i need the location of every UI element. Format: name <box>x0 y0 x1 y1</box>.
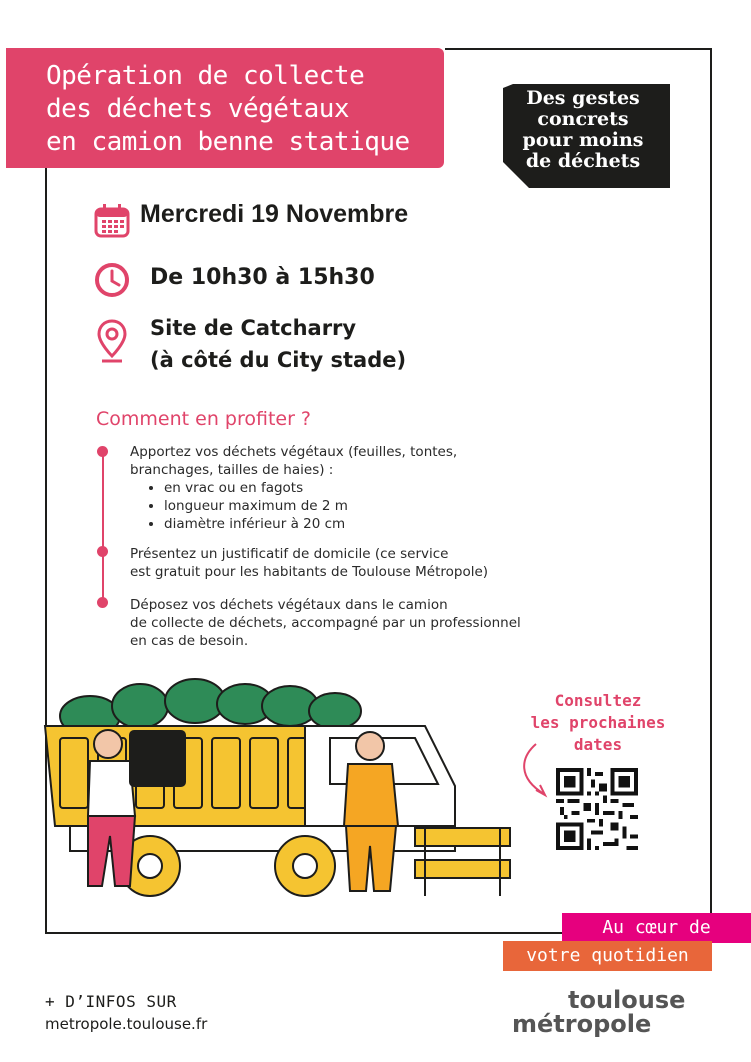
how-heading: Comment en profiter ? <box>96 408 312 430</box>
badge-line-1: Des gestes <box>526 87 640 109</box>
step-1 <box>130 443 457 533</box>
step3-line-3: en cas de besoin. <box>130 633 249 649</box>
step1-line-1: Apportez vos déchets végétaux (feuilles, tontes, <box>130 444 458 460</box>
step-dot-2 <box>97 546 108 557</box>
step1-bullet-3: • diamètre inférieur à 20 cm <box>164 515 457 533</box>
event-date: Mercredi 19 Novembre <box>140 200 409 228</box>
slogan-line-2: votre quotidien <box>503 941 712 971</box>
poster-frame-top <box>445 48 712 50</box>
location-pin-icon <box>96 318 128 364</box>
title-line-3: en camion benne statique <box>46 127 410 157</box>
consult-line-2: les prochaines <box>530 713 666 732</box>
badge-line-3: pour moins <box>522 129 644 151</box>
qr-code[interactable] <box>556 768 638 850</box>
step-dot-1 <box>97 446 108 457</box>
site-line-2: (à côté du City stade) <box>150 348 407 372</box>
curved-arrow-icon <box>514 740 556 802</box>
logo-line-2: métropole <box>512 1010 652 1038</box>
event-site <box>150 312 406 376</box>
step1-line-2: branchages, tailles de haies) : <box>130 462 334 478</box>
step1-bullets <box>130 479 457 533</box>
badge-line-2: concrets <box>537 108 629 130</box>
consult-line-1: Consultez <box>554 691 642 710</box>
consult-line-3: dates <box>573 735 623 754</box>
calendar-icon <box>94 204 130 238</box>
logo-line-1: toulouse <box>568 986 686 1014</box>
step2-line-2: est gratuit pour les habitants de Toulouse Métropole) <box>130 564 489 580</box>
step1-bullet-2: • longueur maximum de 2 m <box>164 497 457 515</box>
step3-line-2: de collecte de déchets, accompagné par un professionnel <box>130 615 521 631</box>
badge-line-4: de déchets <box>525 150 641 172</box>
step2-line-1: Présentez un justificatif de domicile (ce service <box>130 546 449 562</box>
truck-illustration <box>30 676 530 906</box>
title-banner <box>6 48 444 168</box>
slogan-badge <box>503 84 670 188</box>
clock-icon <box>94 262 130 298</box>
site-line-1: Site de Catcharry <box>150 316 357 340</box>
title-line-2: des déchets végétaux <box>46 94 350 124</box>
step1-bullet-1: • en vrac ou en fagots <box>164 479 457 497</box>
step-2 <box>130 545 488 581</box>
title-line-1: Opération de collecte <box>46 61 365 91</box>
step-dot-3 <box>97 597 108 608</box>
event-time: De 10h30 à 15h30 <box>150 265 375 290</box>
step-3 <box>130 596 521 650</box>
step3-line-1: Déposez vos déchets végétaux dans le camion <box>130 597 448 613</box>
steps-timeline <box>102 449 104 602</box>
more-info-link[interactable]: metropole.toulouse.fr <box>45 1015 208 1033</box>
slogan-line-1: Au cœur de <box>562 913 751 943</box>
more-info-label: + D’INFOS SUR <box>45 992 177 1011</box>
